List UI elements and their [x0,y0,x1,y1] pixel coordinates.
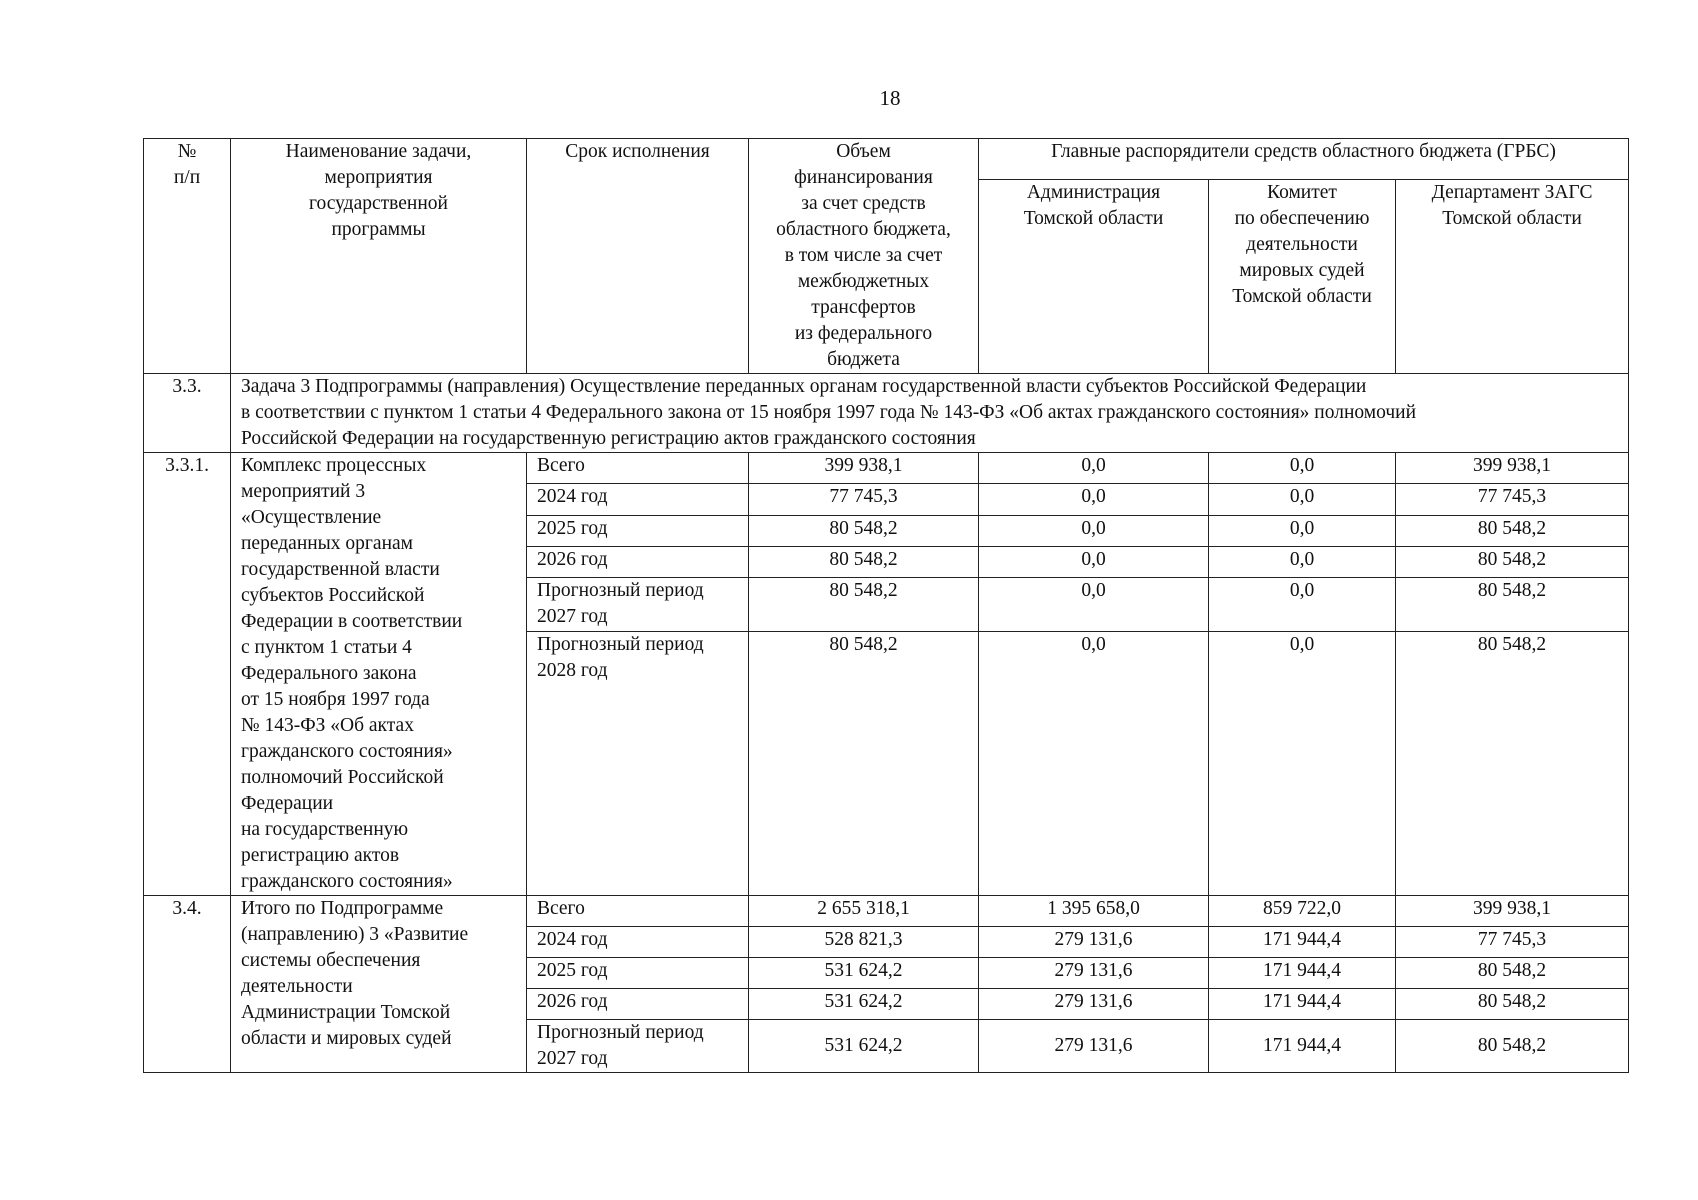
row-zags: 77 745,3 [1396,484,1629,515]
row-committee: 859 722,0 [1209,896,1396,927]
page-number: 18 [879,86,901,110]
row-admin: 0,0 [979,578,1209,631]
header-zags: Департамент ЗАГС Томской области [1396,179,1629,373]
row-admin: 1 395 658,0 [979,896,1209,927]
row-committee: 0,0 [1209,631,1396,895]
row-volume: 399 938,1 [749,453,979,484]
row-admin: 0,0 [979,515,1209,546]
row-name: Итого по Подпрограмме (направлению) 3 «Развитие системы обеспечения деятельности Администрации Томской области и мировых судей [231,896,527,1073]
row-term: Всего [527,896,749,927]
row-term: Прогнозный период 2027 год [527,578,749,631]
header-row-1 [144,139,1629,180]
row-volume: 531 624,2 [749,989,979,1020]
header-committee: Комитет по обеспечению деятельности мировых судей Томской области [1209,179,1396,373]
row-committee: 171 944,4 [1209,958,1396,989]
row-term: 2026 год [527,546,749,577]
row-admin: 0,0 [979,484,1209,515]
row-zags: 80 548,2 [1396,989,1629,1020]
row-zags: 80 548,2 [1396,958,1629,989]
row-num: 3.4. [144,896,231,1073]
task-row [144,374,1629,453]
row-volume: 80 548,2 [749,546,979,577]
row-admin: 279 131,6 [979,927,1209,958]
row-committee: 0,0 [1209,578,1396,631]
row-zags: 80 548,2 [1396,515,1629,546]
row-committee: 171 944,4 [1209,989,1396,1020]
row-term: 2024 год [527,927,749,958]
row-zags: 80 548,2 [1396,578,1629,631]
row-term: 2026 год [527,989,749,1020]
row-committee: 171 944,4 [1209,1020,1396,1073]
row-admin: 0,0 [979,546,1209,577]
row-term: Прогнозный период 2027 год [527,1020,749,1073]
row-committee: 171 944,4 [1209,927,1396,958]
table-row [144,453,1629,484]
row-volume: 2 655 318,1 [749,896,979,927]
row-admin: 279 131,6 [979,1020,1209,1073]
row-num: 3.3.1. [144,453,231,896]
row-volume: 531 624,2 [749,958,979,989]
header-volume: Объем финансирования за счет средств областного бюджета, в том числе за счет межбюджетных трансфертов из федерального бюджета [749,139,979,374]
row-zags: 399 938,1 [1396,453,1629,484]
row-term: 2024 год [527,484,749,515]
row-admin: 279 131,6 [979,958,1209,989]
header-admin: Администрация Томской области [979,179,1209,373]
row-committee: 0,0 [1209,515,1396,546]
row-term: Прогнозный период 2028 год [527,631,749,895]
row-volume: 77 745,3 [749,484,979,515]
row-term: 2025 год [527,515,749,546]
header-num: № п/п [144,139,231,374]
row-volume: 528 821,3 [749,927,979,958]
funding-table [143,138,1629,1073]
row-name: Комплекс процессных мероприятий 3 «Осуществление переданных органам государственной власти субъектов Российской Федерации в соответствии с пунктом 1 статьи 4 Федерального закона от 15 ноября 1997 года № 143-ФЗ «Об актах гражданского состояния» полномочий Российской Федерации на государственную регистрацию актов гражданского состояния» [231,453,527,896]
row-volume: 531 624,2 [749,1020,979,1073]
row-volume: 80 548,2 [749,631,979,895]
row-committee: 0,0 [1209,453,1396,484]
row-zags: 399 938,1 [1396,896,1629,927]
row-volume: 80 548,2 [749,515,979,546]
row-term: 2025 год [527,958,749,989]
row-committee: 0,0 [1209,484,1396,515]
row-committee: 0,0 [1209,546,1396,577]
row-zags: 77 745,3 [1396,927,1629,958]
row-admin: 0,0 [979,453,1209,484]
task-num: 3.3. [144,374,231,453]
header-grbs: Главные распорядители средств областного бюджета (ГРБС) [979,139,1629,180]
row-admin: 279 131,6 [979,989,1209,1020]
row-zags: 80 548,2 [1396,546,1629,577]
row-admin: 0,0 [979,631,1209,895]
header-term: Срок исполнения [527,139,749,374]
table-row [144,896,1629,927]
row-volume: 80 548,2 [749,578,979,631]
header-name: Наименование задачи, мероприятия государственной программы [231,139,527,374]
row-term: Всего [527,453,749,484]
task-text: Задача 3 Подпрограммы (направления) Осуществление переданных органам государственной власти субъектов Российской Федерации в соответствии с пунктом 1 статьи 4 Федерального закона от 15 ноября 1997 года № 143-ФЗ «Об актах гражданского состояния» полномочий Российской Федерации на государственную регистрацию актов гражданского состояния [231,374,1629,453]
row-zags: 80 548,2 [1396,631,1629,895]
row-zags: 80 548,2 [1396,1020,1629,1073]
